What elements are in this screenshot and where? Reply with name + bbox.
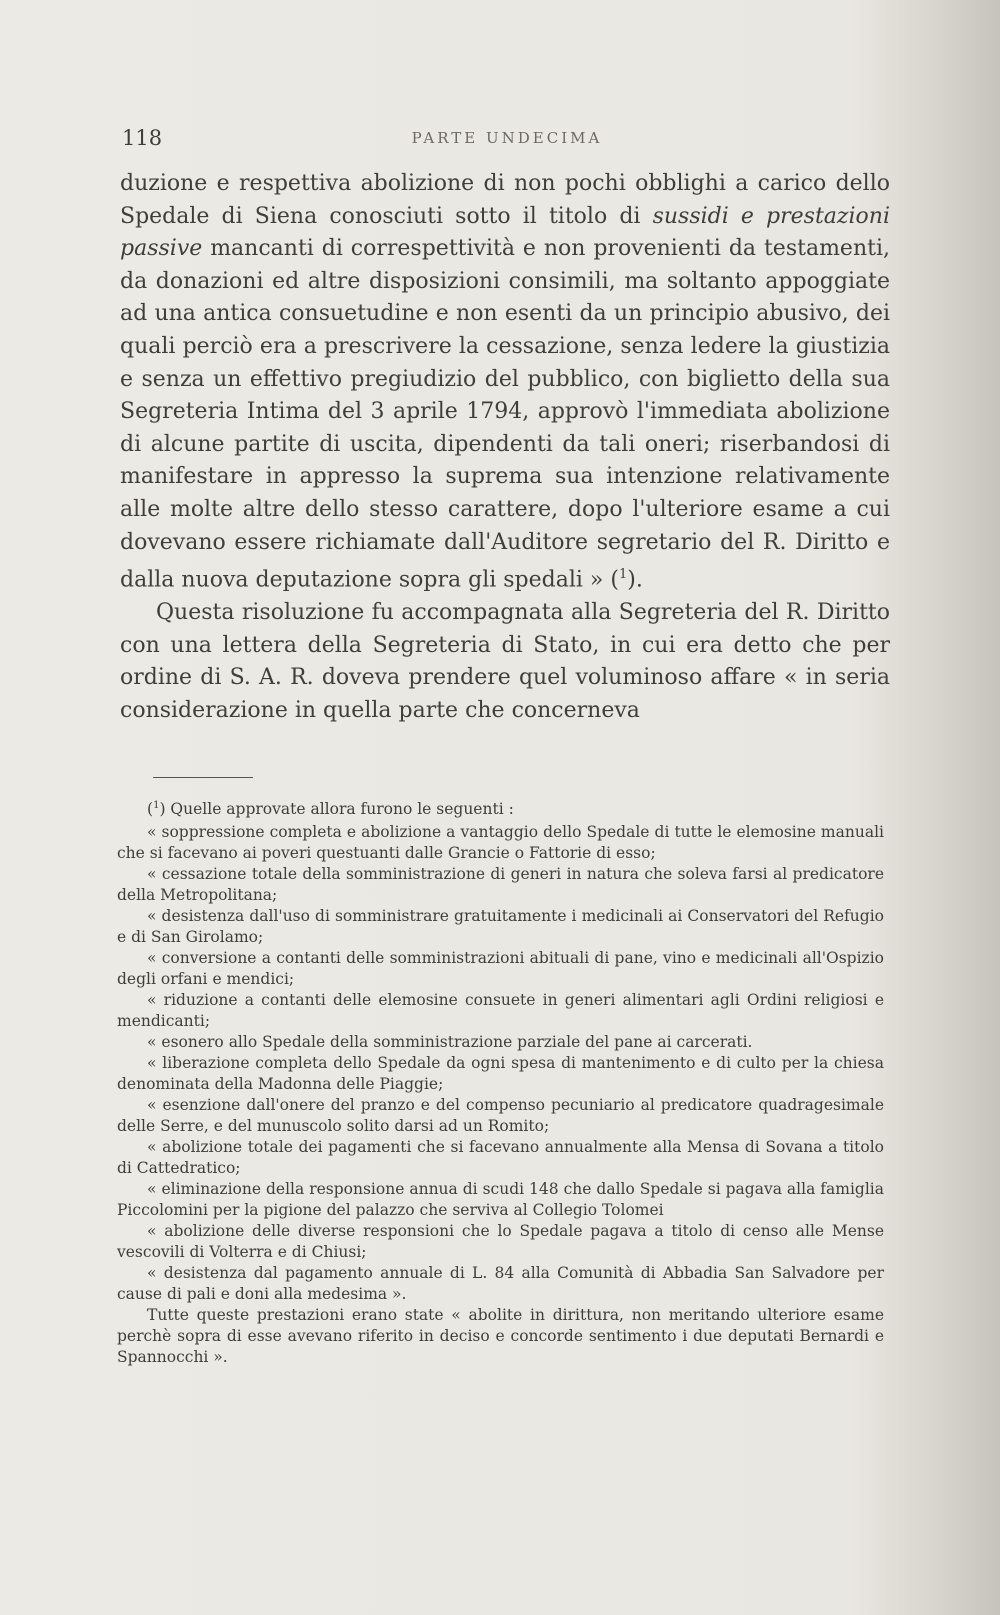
page-number: 118 — [122, 126, 163, 150]
footnote-item: « esenzione dall'onere del pranzo e del compenso pecuniario al predicatore quadragesimale delle Serre, e del munuscolo solito darsi ad un Romito; — [117, 1096, 884, 1136]
footnote-item: « desistenza dall'uso di somministrare gratuitamente i medicinali ai Conservatori del Refugio e di San Girolamo; — [117, 907, 884, 947]
footnote-item: « conversione a contanti delle somministrazioni abituali di pane, vino e medicinali all'Ospizio degli orfani e mendici; — [117, 949, 884, 989]
paragraph-1-part-b: mancanti di correspettività e non provenienti da testamenti, da donazioni ed altre disposizioni consimili, ma soltanto appoggiate ad una antica consuetudine e non esenti da un principio abusivo, dei quali perciò era a prescrivere la cessazione, senza ledere la giustizia e senza un effettivo pregiudizio del pubblico, con biglietto della sua Segreteria Intima del 3 aprile 1794, approvò l'immediata abolizione di alcune partite di uscita, dipendenti da tali oneri; riserbandosi di manifestare in appresso la suprema sua intenzione relativamente alle molte altre dello stesso carattere, dopo l'ulteriore esame a cui dovevano essere richiamate dall'Auditore segretario del R. Diritto e dalla nuova deputazione sopra gli spedali » ( — [120, 236, 890, 593]
paragraph-1 — [120, 168, 890, 597]
footnote-intro: ($^1$) Quelle approvate allora furono le seguenti : — [147, 800, 514, 819]
footnote-marker: 1 — [153, 800, 160, 811]
footnote-item: « abolizione delle diverse responsioni che lo Spedale pagava a titolo di censo alle Mense vescovili di Volterra e di Chiusi; — [117, 1222, 884, 1262]
main-text — [120, 168, 890, 727]
footnote-item: « soppressione completa e abolizione a vantaggio dello Spedale di tutte le elemosine manuali che si facevano ai poveri questuanti dalle Grancie o Fattorie di esso; — [117, 823, 884, 863]
footnote-reference: 1 — [618, 567, 628, 583]
footnote-intro-text: Quelle approvate allora furono le seguenti : — [170, 800, 514, 819]
paragraph-1-part-c: ). — [627, 567, 643, 593]
footnote-item: « desistenza dal pagamento annuale di L. 84 alla Comunità di Abbadia San Salvadore per cause di pali e doni alla medesima ». — [117, 1264, 884, 1304]
footnote-separator — [153, 777, 253, 778]
paragraph-2: Questa risoluzione fu accompagnata alla Segreteria del R. Diritto con una lettera della Segreteria di Stato, in cui era detto che per ordine di S. A. R. doveva prendere quel voluminoso affare « in seria considerazione in quella parte che concerneva — [120, 600, 890, 723]
footnote-item: Tutte queste prestazioni erano state « abolite in dirittura, non meritando ulteriore esame perchè sopra di esse avevano riferito in deciso e concorde sentimento i due deputati Bernardi e Spannocchi ». — [117, 1306, 884, 1367]
footnote-item: « esonero allo Spedale della somministrazione parziale del pane ai carcerati. — [147, 1033, 753, 1052]
running-head: PARTE UNDECIMA — [411, 129, 603, 147]
footnotes — [117, 795, 884, 1368]
footnote-item: « cessazione totale della somministrazione di generi in natura che soleva farsi al predicatore della Metropolitana; — [117, 865, 884, 905]
footnote-item: « abolizione totale dei pagamenti che si facevano annualmente alla Mensa di Sovana a titolo di Cattedratico; — [117, 1138, 884, 1178]
page-header — [122, 126, 892, 156]
paragraph-1-part-a: duzione e respettiva abolizione di non pochi obblighi a carico dello Spedale di Siena conosciuti sotto il titolo di — [120, 171, 890, 229]
italic-phrase: sussidi e prestazioni passive — [120, 203, 890, 262]
footnote-item: « eliminazione della responsione annua di scudi 148 che dallo Spedale si pagava alla famiglia Piccolomini per la pigione del palazzo che serviva al Collegio Tolomei — [117, 1180, 884, 1220]
footnote-item: « liberazione completa dello Spedale da ogni spesa di mantenimento e di culto per la chiesa denominata della Madonna delle Piaggie; — [117, 1054, 884, 1094]
footnote-item: « riduzione a contanti delle elemosine consuete in generi alimentari agli Ordini religiosi e mendicanti; — [117, 991, 884, 1031]
